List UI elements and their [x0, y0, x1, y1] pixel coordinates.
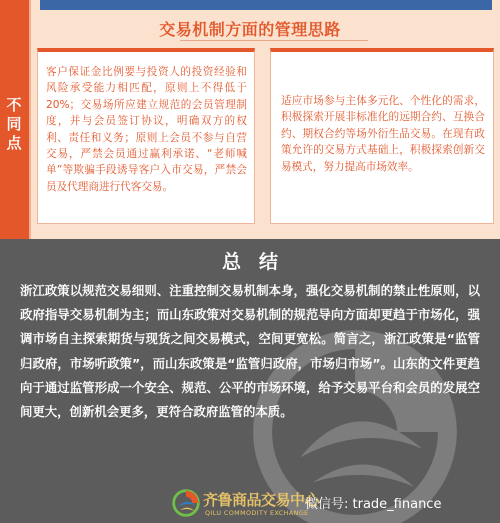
- footer: [0, 484, 500, 523]
- section-title: 交易机制方面的管理思路: [159, 20, 341, 39]
- qilu-logo-icon: [172, 489, 200, 517]
- zhejiang-policy-text: 客户保证金比例要与投资人的投资经验和风险承受能力相匹配，原则上不得低于20%；交易场所应建立规范的会员管理制度，并与会员签订协议，明确双方的权利、责任和义务；原则上会员不参与自营交易，严禁会员通过赢利承诺、“老师喊单”等欺骗手段诱导客户入市交易，严禁会员及代理商进行代客交易。: [46, 66, 247, 193]
- top-accent-bar: [40, 0, 492, 10]
- wechat-id-text: 微信号: trade_finance: [305, 497, 442, 512]
- shandong-policy-text: 适应市场参与主体多元化、个性化的需求，积极探索开展非标准化的远期合约、互换合约、期权合约等场外衍生品交易。在现有政策允许的交易方式基础上，积极探索创新交易模式，努力提高市场效率。: [281, 95, 485, 173]
- summary-title: 总结: [221, 251, 296, 273]
- management-comparison-section: [0, 0, 500, 239]
- footer-logo-english: QILU COMMODITY EXCHANGE: [205, 509, 309, 517]
- difference-label: 不 同 点: [6, 96, 22, 152]
- summary-section: [0, 239, 500, 523]
- footer-logo-chinese: 齐鲁商品交易中心: [203, 491, 320, 509]
- shandong-policy-card: [270, 48, 494, 224]
- summary-body: 浙江政策以规范交易细则、注重控制交易机制本身，强化交易机制的禁止性原则，以政府指导交易机制为主；而山东政策对交易机制的规范导向方面却更趋于市场化，强调市场自主探索期货与现货之间交易模式，空间更宽松。简言之，浙江政策是“监管归政府，市场听政策”，而山东政策是“监管归政府，市场归市场”。山东的文件更趋向于通过监管形成一个安全、规范、公平的市场环境，给予交易平台和会员的发展空间更大，创新机会更多，更符合政府监管的本质。: [20, 283, 480, 420]
- zhejiang-policy-card: [37, 48, 255, 224]
- title-divider: [180, 40, 368, 41]
